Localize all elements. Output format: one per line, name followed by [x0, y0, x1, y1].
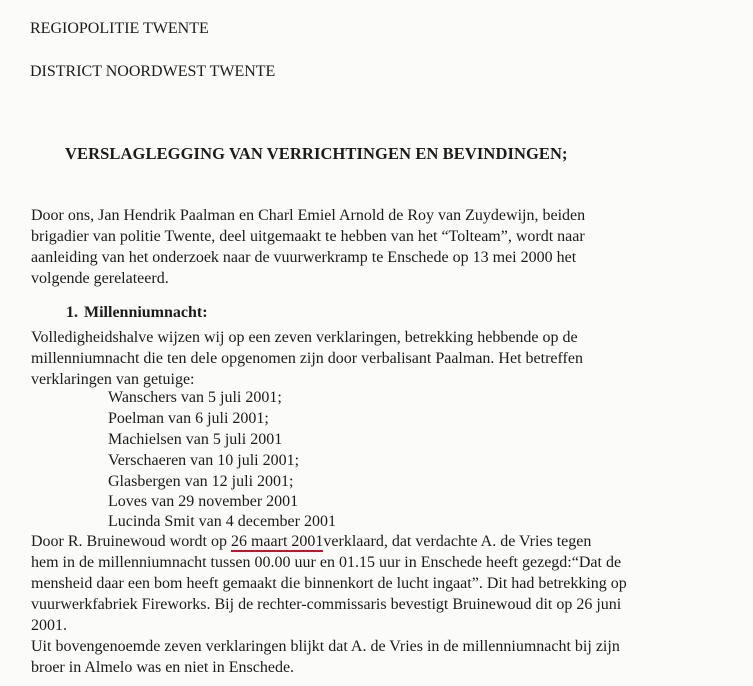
highlighted-date: 26 maart 2001 [230, 533, 324, 550]
intro-line: volgende gerelateerd. [31, 270, 169, 287]
statement-line: 2001. [31, 617, 67, 634]
witness-item: Glasbergen van 12 juli 2001; [108, 473, 294, 490]
section-heading [66, 302, 208, 323]
statement-line: hem in de millenniumnacht tussen 00.00 uur en 01.15 uur in Enschede heeft gezegd:“Dat de [31, 554, 622, 571]
section-intro-line: millenniumnacht die ten dele opgenomen zijn door verbalisant Paalman. Het betreffen [31, 350, 583, 367]
witness-item: Loves van 29 november 2001 [108, 493, 299, 510]
witness-item: Verschaeren van 10 juli 2001; [108, 452, 300, 469]
section-number: 1. [66, 304, 78, 321]
document-title: VERSLAGLEGGING VAN VERRICHTINGEN EN BEVINDINGEN; [65, 144, 568, 163]
statement-line [31, 531, 591, 552]
district-header: DISTRICT NOORDWEST TWENTE [30, 63, 276, 80]
intro-line: brigadier van politie Twente, deel uitgemaakt te hebben van het “Tolteam”, wordt naar [31, 228, 585, 245]
section-intro-line: Volledigheidshalve wijzen wij op een zeven verklaringen, betrekking hebbende op de [31, 329, 578, 346]
witness-item: Poelman van 6 juli 2001; [108, 410, 269, 427]
conclusion-line: broer in Almelo was en niet in Enschede. [31, 659, 295, 676]
intro-line: Door ons, Jan Hendrik Paalman en Charl Emiel Arnold de Roy van Zuydewijn, beiden [31, 207, 586, 224]
statement-line: mensheid daar een bom heeft gemaakt die binnenkort de lucht ingaat”. Dit had betrekking op [31, 575, 627, 592]
statement-text: Door R. Bruinewoud wordt op [31, 533, 231, 550]
witness-item: Lucinda Smit van 4 december 2001 [108, 513, 336, 530]
conclusion-line: Uit bovengenoemde zeven verklaringen blijkt dat A. de Vries in de millenniumnacht bij zijn [31, 638, 620, 655]
organization-header: REGIOPOLITIE TWENTE [30, 20, 209, 37]
section-title: Millenniumnacht: [84, 304, 208, 321]
witness-item: Wanschers van 5 juli 2001; [108, 389, 282, 406]
section-intro-line: verklaringen van getuige: [31, 371, 195, 388]
statement-line: vuurwerkfabriek Fireworks. Bij de rechter-commissaris bevestigt Bruinewoud dit op 26 juni [31, 596, 622, 613]
statement-text: verklaard, dat verdachte A. de Vries tegen [323, 533, 592, 550]
intro-line: aanleiding van het onderzoek naar de vuurwerkramp te Enschede op 13 mei 2000 het [31, 249, 577, 266]
witness-item: Machielsen van 5 juli 2001 [108, 431, 283, 448]
